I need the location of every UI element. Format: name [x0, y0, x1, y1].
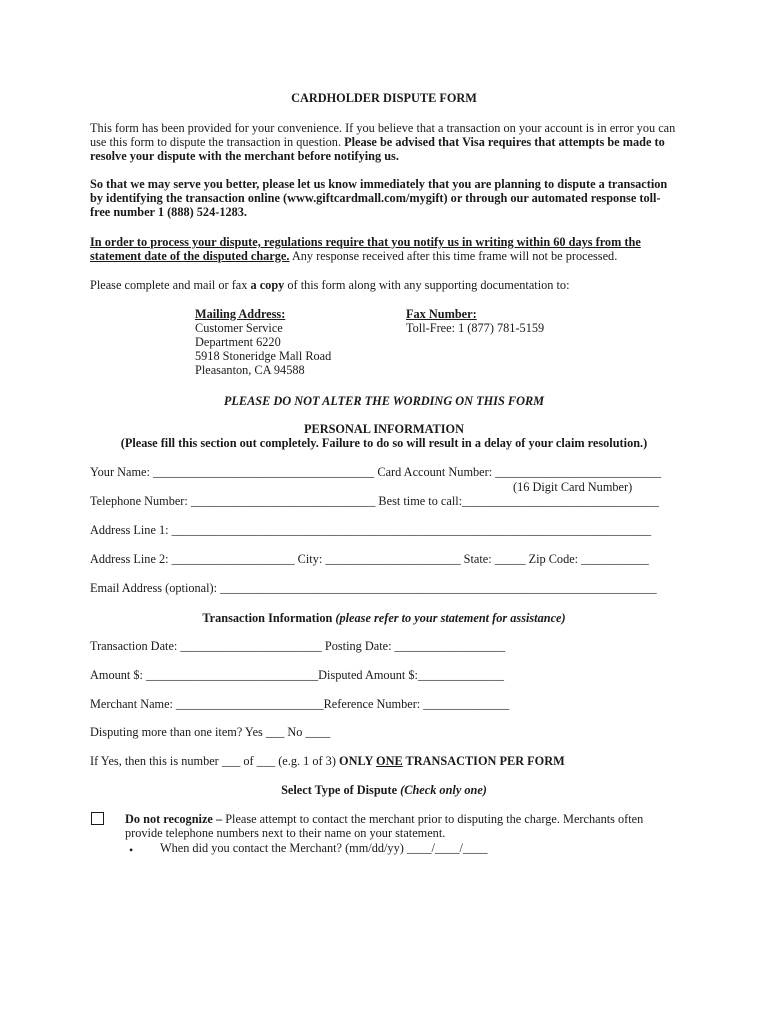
- card-number-note: (16 Digit Card Number): [513, 480, 633, 494]
- notify-paragraph: So that we may serve you better, please let us know immediately that you are planning to dispute a transaction by identifying the transaction online (www.giftcardmall.com/mygift) or through our automated response toll-free number 1 (888) 524-1283.: [90, 177, 668, 219]
- intro-text: This form has been provided for your convenience. If you believe that a transaction on your account is in error you can use this form to dispute the transaction in question.: [90, 121, 676, 149]
- do-not-alter-warning: PLEASE DO NOT ALTER THE WORDING ON THIS FORM: [223, 394, 545, 408]
- phone-field-row[interactable]: Telephone Number: ______________________________ Best time to call:________________________________: [90, 494, 659, 508]
- mailing-line: 5918 Stoneridge Mall Road: [195, 349, 332, 363]
- item-number-text: If Yes, then this is number ___ of ___ (e.g. 1 of 3): [90, 754, 339, 768]
- mailing-line: Customer Service: [195, 321, 283, 335]
- mailing-line: Department 6220: [195, 335, 281, 349]
- do-not-recognize-text: Please attempt to contact the merchant prior to disputing the charge. Merchants often: [225, 812, 644, 826]
- fax-number-block: [406, 307, 544, 335]
- do-not-recognize-label: Do not recognize –: [125, 812, 226, 826]
- do-not-recognize-option: [125, 812, 643, 826]
- form-title: CARDHOLDER DISPUTE FORM: [291, 91, 477, 105]
- transaction-heading-note: (please refer to your statement for assistance): [335, 611, 566, 625]
- personal-info-heading: PERSONAL INFORMATION: [304, 422, 464, 436]
- transaction-heading-text: Transaction Information: [202, 611, 336, 625]
- email-field[interactable]: Email Address (optional): _______________________________________________________________________: [90, 581, 657, 595]
- intro-paragraph: [90, 121, 680, 163]
- amount-row[interactable]: Amount $: ____________________________Disputed Amount $:______________: [90, 668, 504, 682]
- multiple-items-row[interactable]: Disputing more than one item? Yes ___ No ____: [90, 725, 331, 739]
- mailing-line: Pleasanton, CA 94588: [195, 363, 305, 377]
- per-form-text: TRANSACTION PER FORM: [402, 754, 565, 768]
- one-text: ONE: [376, 754, 403, 768]
- item-number-row[interactable]: [90, 754, 565, 768]
- dispute-type-heading-text: Select Type of Dispute: [281, 783, 401, 797]
- fax-number-heading: Fax Number:: [406, 307, 477, 321]
- do-not-recognize-text-cont: provide telephone numbers next to their name on your statement.: [125, 826, 446, 840]
- name-card-field-row[interactable]: Your Name: ____________________________________ Card Account Number: ___________________________: [90, 465, 662, 479]
- mailing-address-block: [195, 307, 331, 377]
- address-line1-field[interactable]: Address Line 1: ______________________________________________________________________________: [90, 523, 652, 537]
- merchant-contact-date-field[interactable]: When did you contact the Merchant? (mm/dd/yy) ____/____/____: [160, 841, 488, 855]
- regulation-paragraph: [90, 235, 680, 263]
- mail-instructions-post: of this form along with any supporting documentation to:: [284, 278, 570, 292]
- mail-instructions: [90, 278, 570, 292]
- mail-instructions-pre: Please complete and mail or fax: [90, 278, 251, 292]
- merchant-row[interactable]: Merchant Name: ________________________Reference Number: ______________: [90, 697, 510, 711]
- bullet-icon: •: [129, 843, 134, 857]
- only-text: ONLY: [339, 754, 377, 768]
- mailing-address-heading: Mailing Address:: [195, 307, 286, 321]
- transaction-date-row[interactable]: Transaction Date: _______________________ Posting Date: __________________: [90, 639, 506, 653]
- regulation-bold: In order to process your dispute, regulations require that you notify us in writing within 60 days from the statement date of the disputed charge.: [90, 235, 641, 263]
- address-line2-field-row[interactable]: Address Line 2: ____________________ City: ______________________ State: _____ Zip Code: ___________: [90, 552, 649, 566]
- intro-visa-notice: Please be advised that Visa requires that attempts be made to resolve your dispute with the merchant before notifying us.: [90, 135, 665, 163]
- fax-number-line: Toll-Free: 1 (877) 781-5159: [406, 321, 545, 335]
- personal-info-note: (Please fill this section out completely. Failure to do so will result in a delay of your claim resolution.): [120, 436, 648, 450]
- dispute-type-heading-note: (Check only one): [400, 783, 487, 797]
- transaction-info-heading: [0, 611, 768, 625]
- regulation-text: Any response received after this time frame will not be processed.: [289, 249, 618, 263]
- dispute-type-heading: [0, 783, 768, 797]
- mail-instructions-bold: a copy: [250, 278, 285, 292]
- do-not-recognize-checkbox[interactable]: [91, 812, 104, 825]
